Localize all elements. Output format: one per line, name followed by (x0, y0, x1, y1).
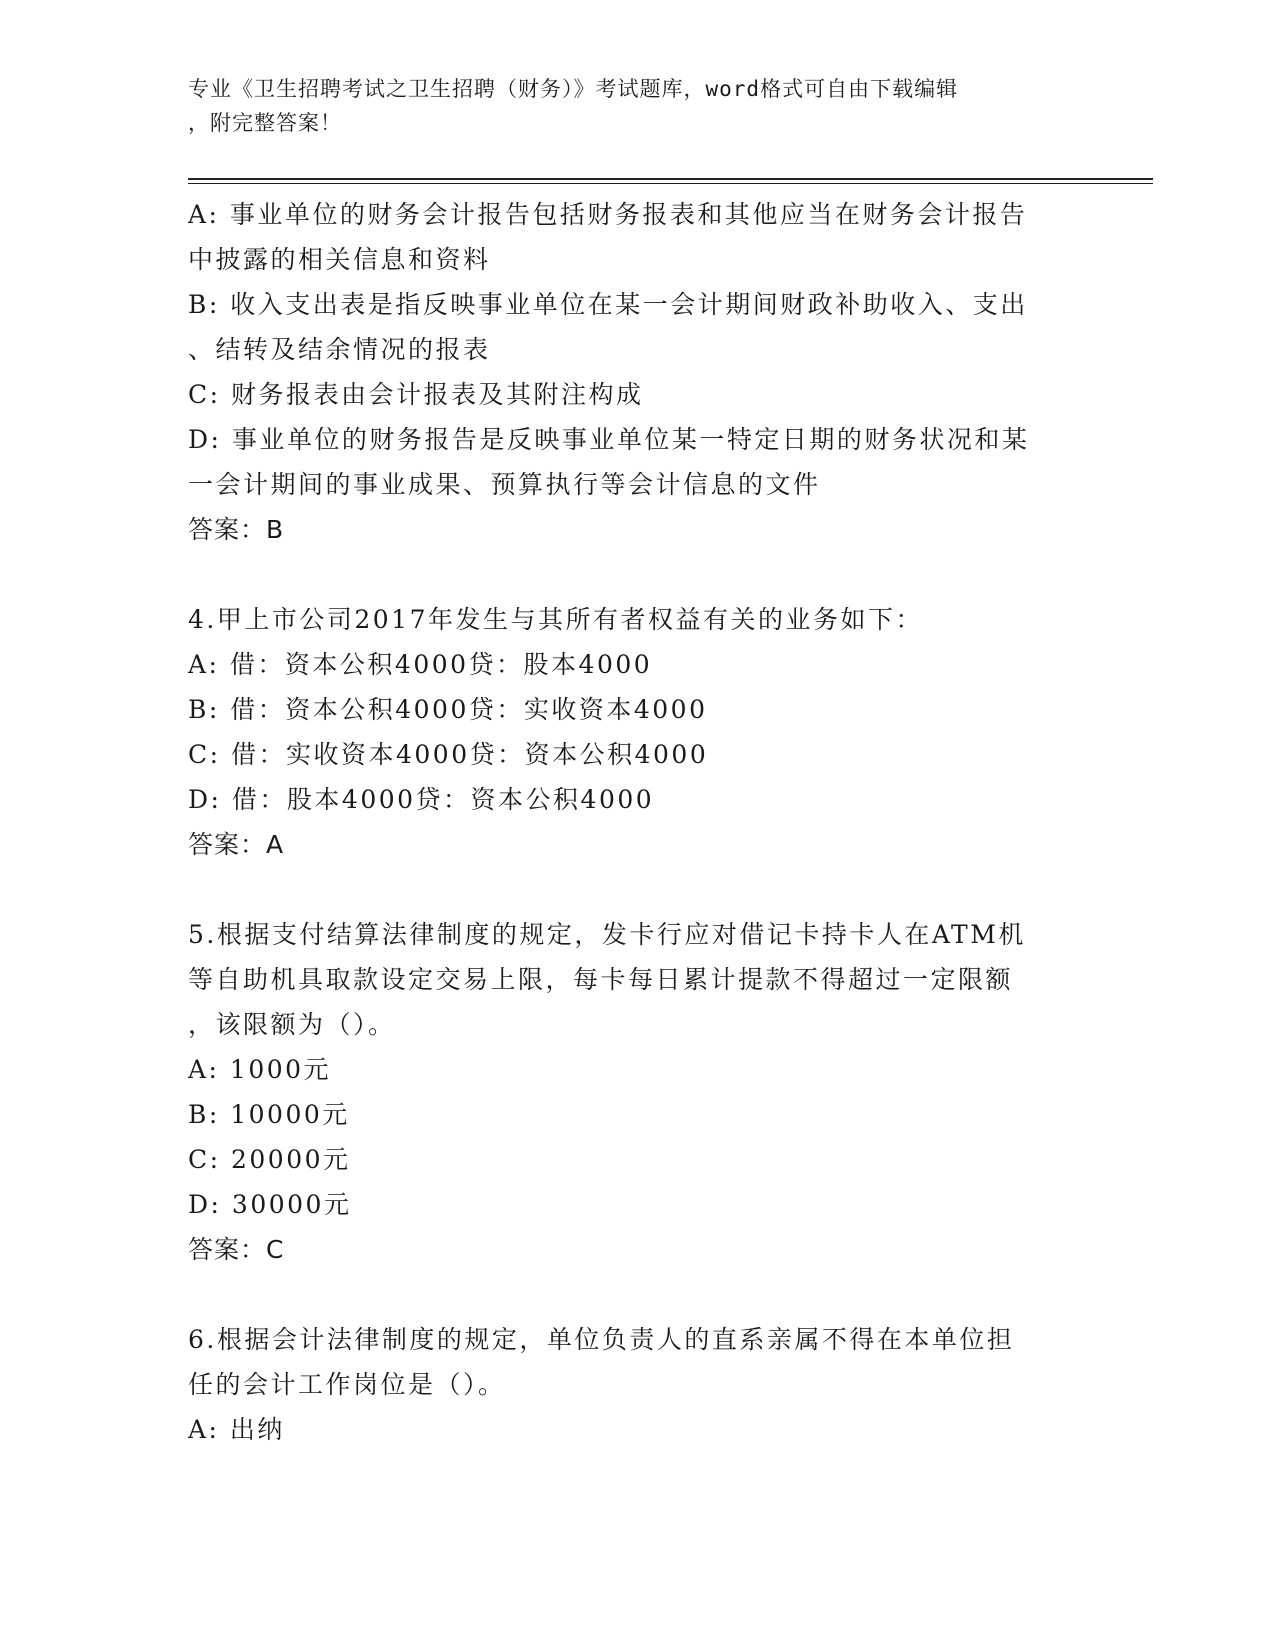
question-list (188, 192, 1068, 1452)
header-divider (188, 178, 1153, 184)
question-6 (188, 1317, 1068, 1452)
option-d-line-2: 一会计期间的事业成果、预算执行等会计信息的文件 (188, 470, 821, 499)
answer-3: 答案：B (188, 515, 285, 544)
question-4 (188, 597, 1068, 868)
option-a-line-2: 中披露的相关信息和资料 (188, 245, 491, 274)
question-stem-line-2: 任的会计工作岗位是（）。 (188, 1370, 506, 1399)
document-header (188, 72, 1068, 140)
question-stem-line-3: ，该限额为（）。 (188, 1010, 396, 1039)
answer-4: 答案：A (188, 830, 285, 859)
option-d: D: 借：股本4000贷：资本公积4000 (188, 785, 655, 814)
option-b-line-1: B: 收入支出表是指反映事业单位在某一会计期间财政补助收入、支出 (188, 290, 1028, 319)
option-c: C: 20000元 (188, 1145, 351, 1174)
option-b: B: 借：资本公积4000贷：实收资本4000 (188, 695, 708, 724)
option-b-line-2: 、结转及结余情况的报表 (188, 335, 491, 364)
answer-5: 答案：C (188, 1235, 285, 1264)
question-stem: 4.甲上市公司2017年发生与其所有者权益有关的业务如下： (188, 605, 923, 634)
option-a-line-1: A: 事业单位的财务会计报告包括财务报表和其他应当在财务会计报告 (188, 200, 1028, 229)
option-d: D: 30000元 (188, 1190, 352, 1219)
question-3 (188, 192, 1068, 553)
question-stem-line-1: 5.根据支付结算法律制度的规定，发卡行应对借记卡持卡人在ATM机 (188, 920, 1026, 949)
question-stem-line-2: 等自助机具取款设定交易上限，每卡每日累计提款不得超过一定限额 (188, 965, 1014, 994)
question-stem-line-1: 6.根据会计法律制度的规定，单位负责人的直系亲属不得在本单位担 (188, 1325, 1015, 1354)
option-c: C: 财务报表由会计报表及其附注构成 (188, 380, 644, 409)
question-5 (188, 912, 1068, 1273)
option-d-line-1: D: 事业单位的财务报告是反映事业单位某一特定日期的财务状况和某 (188, 425, 1030, 454)
option-a: A: 出纳 (188, 1415, 285, 1444)
option-b: B: 10000元 (188, 1100, 350, 1129)
option-c: C: 借：实收资本4000贷：资本公积4000 (188, 740, 709, 769)
header-line-2: ，附完整答案！ (188, 111, 342, 135)
option-a: A: 1000元 (188, 1055, 332, 1084)
header-line-1: 专业《卫生招聘考试之卫生招聘（财务）》考试题库，word格式可自由下载编辑 (188, 77, 959, 101)
option-a: A: 借：资本公积4000贷：股本4000 (188, 650, 653, 679)
